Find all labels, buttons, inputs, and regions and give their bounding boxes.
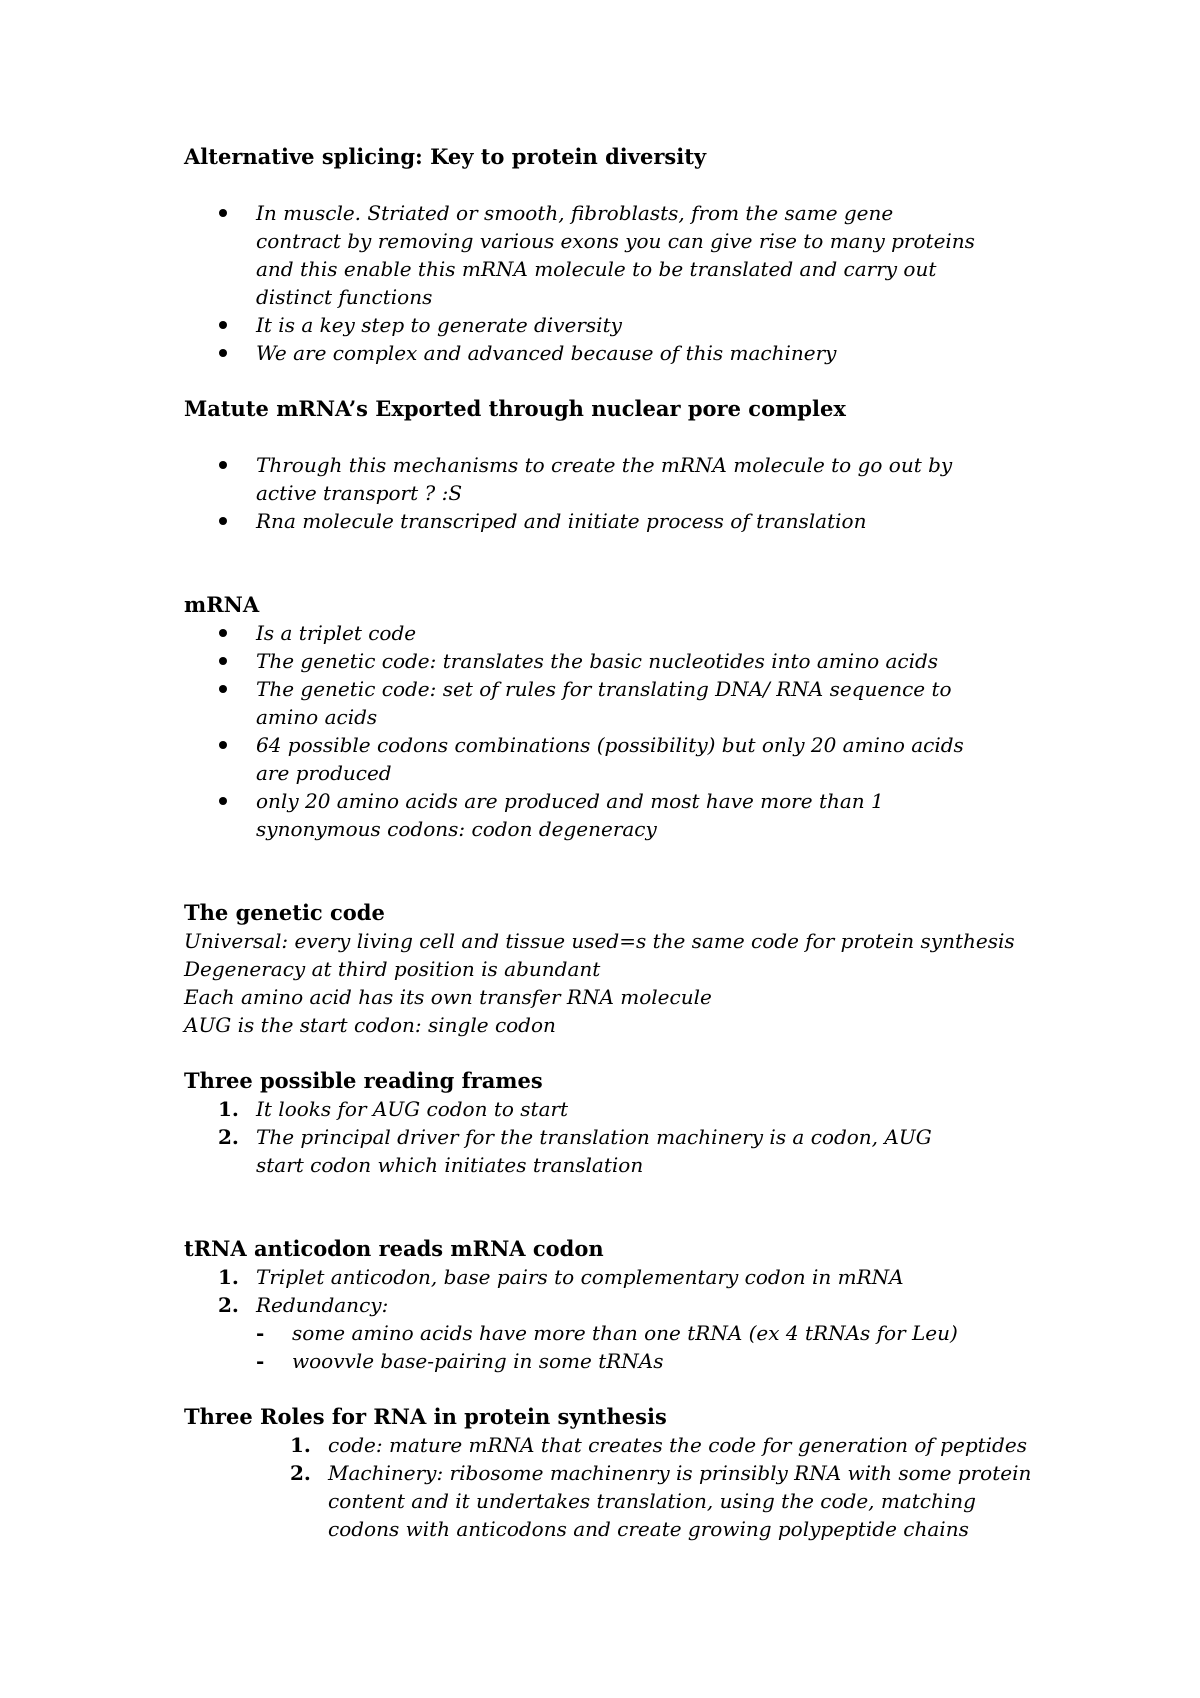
genetic-code-line: Universal: every living cell and tissue used=s the same code for protein synthesis: [184, 929, 1015, 953]
list-item: In muscle. Striated or smooth, fibroblasts, from the same gene contract by removing various exons you can give rise to many proteins and this enable this mRNA molecule to be translated and carry out distinct functions: [184, 199, 976, 311]
heading-alternative-splicing: Alternative splicing: Key to protein diversity: [184, 144, 707, 169]
genetic-code-line: AUG is the start codon: single codon: [184, 1013, 556, 1037]
bullet-icon: [219, 741, 227, 749]
list-item: 2. Machinery: ribosome machinenry is prinsibly RNA with some protein content and it undertakes translation, using the code, matching codons with anticodons and create growing polypeptide chains: [290, 1461, 1032, 1541]
bullet-list-mrna-export: [184, 451, 1044, 535]
heading-trna-anticodon: tRNA anticodon reads mRNA codon: [184, 1236, 604, 1261]
list-item: - woovvle base-pairing in some tRNAs: [256, 1349, 664, 1373]
numbered-list-trna-anticodon: [184, 1263, 1044, 1319]
heading-genetic-code: The genetic code: [184, 900, 385, 925]
list-item: 2. The principal driver for the translation machinery is a codon, AUG start codon which initiates translation: [218, 1125, 932, 1177]
list-item: 64 possible codons combinations (possibility) but only 20 amino acids are produced: [184, 731, 976, 787]
list-item: Through this mechanisms to create the mRNA molecule to go out by active transport ? :S: [184, 451, 976, 507]
numbered-list-three-roles: [184, 1431, 1044, 1543]
list-item: Is a triplet code: [184, 619, 1044, 647]
list-item: 1. It looks for AUG codon to start: [218, 1097, 569, 1121]
document-body: [184, 143, 1044, 1543]
bullet-icon: [219, 685, 227, 693]
list-item: Rna molecule transcriped and initiate process of translation: [184, 507, 1044, 535]
list-item: We are complex and advanced because of this machinery: [184, 339, 1044, 367]
list-item: 1. Triplet anticodon, base pairs to complementary codon in mRNA: [218, 1265, 904, 1289]
list-item: 1. code: mature mRNA that creates the code for generation of peptides: [290, 1433, 1027, 1457]
list-item: only 20 amino acids are produced and most have more than 1 synonymous codons: codon degeneracy: [184, 787, 976, 843]
bullet-icon: [219, 349, 227, 357]
heading-mrna-export: Matute mRNA’s Exported through nuclear pore complex: [184, 396, 846, 421]
bullet-list-alternative-splicing: [184, 199, 1044, 367]
genetic-code-line: Each amino acid has its own transfer RNA molecule: [184, 985, 712, 1009]
bullet-icon: [219, 209, 227, 217]
heading-mrna: mRNA: [184, 592, 260, 617]
bullet-icon: [219, 629, 227, 637]
list-item: It is a key step to generate diversity: [184, 311, 1044, 339]
bullet-icon: [219, 797, 227, 805]
heading-reading-frames: Three possible reading frames: [184, 1068, 543, 1093]
list-item: The genetic code: set of rules for translating DNA/ RNA sequence to amino acids: [184, 675, 976, 731]
list-item: The genetic code: translates the basic nucleotides into amino acids: [184, 647, 1044, 675]
bullet-icon: [219, 657, 227, 665]
list-item: 2. Redundancy:: [218, 1293, 389, 1317]
list-item: - some amino acids have more than one tRNA (ex 4 tRNAs for Leu): [256, 1321, 958, 1345]
heading-three-roles: Three Roles for RNA in protein synthesis: [184, 1404, 667, 1429]
dash-list-redundancy: [184, 1319, 1044, 1375]
bullet-icon: [219, 461, 227, 469]
genetic-code-line: Degeneracy at third position is abundant: [184, 957, 601, 981]
bullet-list-mrna: [184, 619, 1044, 843]
bullet-icon: [219, 517, 227, 525]
bullet-icon: [219, 321, 227, 329]
numbered-list-reading-frames: [184, 1095, 1044, 1179]
